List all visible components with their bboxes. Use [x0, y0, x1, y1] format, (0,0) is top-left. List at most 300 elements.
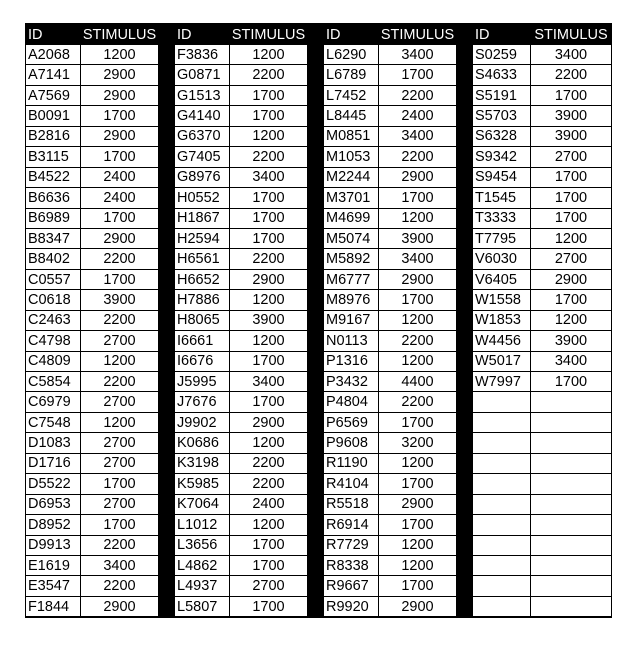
- id-cell[interactable]: A7569: [26, 86, 81, 106]
- table-row: [473, 536, 611, 556]
- stimulus-cell[interactable]: 2700: [81, 454, 158, 474]
- header-stimulus: STIMULUS: [379, 24, 456, 45]
- stimulus-cell[interactable]: 1200: [379, 454, 456, 474]
- stimulus-cell[interactable]: 3900: [531, 127, 611, 147]
- stimulus-cell[interactable]: 1700: [81, 209, 158, 229]
- stimulus-cell[interactable]: 1200: [379, 556, 456, 576]
- table-row: [175, 556, 307, 576]
- table-row: [26, 311, 158, 331]
- id-cell[interactable]: S0259: [473, 45, 531, 65]
- table-row: [473, 392, 611, 412]
- stimulus-cell[interactable]: 2400: [379, 106, 456, 126]
- stimulus-cell[interactable]: 2200: [531, 65, 611, 85]
- id-cell[interactable]: L6789: [324, 65, 379, 85]
- stimulus-cell[interactable]: 4400: [379, 372, 456, 392]
- table-row: [473, 515, 611, 535]
- id-cell[interactable]: L3656: [175, 536, 230, 556]
- stimulus-cell[interactable]: 2900: [230, 270, 307, 290]
- stimulus-cell[interactable]: 1200: [531, 229, 611, 249]
- stimulus-cell[interactable]: 1200: [531, 311, 611, 331]
- stimulus-cell[interactable]: 3400: [230, 372, 307, 392]
- stimulus-cell[interactable]: 1200: [230, 433, 307, 453]
- stimulus-cell[interactable]: 1700: [230, 229, 307, 249]
- id-cell[interactable]: M5074: [324, 229, 379, 249]
- id-cell[interactable]: [473, 556, 531, 576]
- table-row: [26, 495, 158, 515]
- stimulus-cell[interactable]: 2900: [81, 65, 158, 85]
- table-row: [175, 45, 307, 65]
- stimulus-cell[interactable]: 1700: [379, 474, 456, 494]
- table-row: [26, 86, 158, 106]
- table-row: [324, 495, 456, 515]
- table-row: [324, 372, 456, 392]
- stimulus-cell[interactable]: 1700: [531, 372, 611, 392]
- stimulus-cell[interactable]: 3900: [81, 290, 158, 310]
- table-row: [26, 515, 158, 535]
- table-row: [473, 168, 611, 188]
- id-cell[interactable]: B0091: [26, 106, 81, 126]
- stimulus-cell[interactable]: 3900: [531, 106, 611, 126]
- id-cell[interactable]: N0113: [324, 331, 379, 351]
- stimulus-cell[interactable]: 2200: [379, 86, 456, 106]
- id-cell[interactable]: I6661: [175, 331, 230, 351]
- table-row: [175, 290, 307, 310]
- table-row: [26, 413, 158, 433]
- id-cell[interactable]: B2816: [26, 127, 81, 147]
- id-cell[interactable]: D5522: [26, 474, 81, 494]
- stimulus-cell[interactable]: 1700: [531, 86, 611, 106]
- id-cell[interactable]: C4798: [26, 331, 81, 351]
- table-row: [324, 147, 456, 167]
- id-cell[interactable]: V6030: [473, 249, 531, 269]
- table-row: [175, 270, 307, 290]
- id-cell[interactable]: M3701: [324, 188, 379, 208]
- id-cell[interactable]: D9913: [26, 536, 81, 556]
- table-row: [324, 413, 456, 433]
- id-cell[interactable]: [473, 495, 531, 515]
- table-row: [175, 147, 307, 167]
- id-cell[interactable]: S9454: [473, 168, 531, 188]
- id-cell[interactable]: J7676: [175, 392, 230, 412]
- stimulus-cell[interactable]: 2200: [81, 249, 158, 269]
- stimulus-cell[interactable]: 3400: [531, 45, 611, 65]
- id-cell[interactable]: W5017: [473, 352, 531, 372]
- id-cell[interactable]: [473, 454, 531, 474]
- id-cell[interactable]: E3547: [26, 576, 81, 596]
- table-row: [473, 249, 611, 269]
- id-cell[interactable]: L6290: [324, 45, 379, 65]
- id-cell[interactable]: C2463: [26, 311, 81, 331]
- stimulus-cell[interactable]: 2200: [81, 311, 158, 331]
- stimulus-cell[interactable]: 2200: [230, 65, 307, 85]
- table-row: [324, 311, 456, 331]
- table-row: [175, 188, 307, 208]
- id-cell[interactable]: M4699: [324, 209, 379, 229]
- id-cell[interactable]: C4809: [26, 352, 81, 372]
- stimulus-cell[interactable]: 2700: [230, 576, 307, 596]
- stimulus-cell[interactable]: 1700: [230, 597, 307, 617]
- stimulus-cell[interactable]: 2700: [531, 147, 611, 167]
- stimulus-cell[interactable]: [531, 454, 611, 474]
- stimulus-cell[interactable]: [531, 392, 611, 412]
- id-cell[interactable]: G0871: [175, 65, 230, 85]
- stimulus-cell[interactable]: 2900: [379, 495, 456, 515]
- id-cell[interactable]: R1190: [324, 454, 379, 474]
- id-cell[interactable]: L7452: [324, 86, 379, 106]
- id-cell[interactable]: R9920: [324, 597, 379, 617]
- id-cell[interactable]: D1083: [26, 433, 81, 453]
- id-cell[interactable]: D8952: [26, 515, 81, 535]
- id-cell[interactable]: S5703: [473, 106, 531, 126]
- id-cell[interactable]: E1619: [26, 556, 81, 576]
- table-row: [473, 45, 611, 65]
- table-row: [473, 372, 611, 392]
- table-row: [175, 433, 307, 453]
- id-cell[interactable]: [473, 597, 531, 617]
- stimulus-cell[interactable]: 2400: [81, 168, 158, 188]
- id-cell[interactable]: [473, 576, 531, 596]
- table-row: [175, 474, 307, 494]
- stimulus-cell[interactable]: [531, 495, 611, 515]
- stimulus-cell[interactable]: 2900: [531, 270, 611, 290]
- id-cell[interactable]: W1558: [473, 290, 531, 310]
- id-cell[interactable]: S6328: [473, 127, 531, 147]
- stimulus-cell[interactable]: 2900: [230, 413, 307, 433]
- table-row: [26, 188, 158, 208]
- stimulus-cell[interactable]: 3400: [230, 168, 307, 188]
- id-cell[interactable]: L4937: [175, 576, 230, 596]
- stimulus-cell[interactable]: 2700: [81, 433, 158, 453]
- stimulus-cell[interactable]: 1700: [379, 65, 456, 85]
- table-row: [26, 290, 158, 310]
- id-cell[interactable]: G7405: [175, 147, 230, 167]
- table-row: [324, 556, 456, 576]
- id-cell[interactable]: D6953: [26, 495, 81, 515]
- stimulus-cell[interactable]: 2200: [379, 147, 456, 167]
- stimulus-cell[interactable]: 2700: [531, 249, 611, 269]
- stimulus-cell[interactable]: 1700: [379, 576, 456, 596]
- id-cell[interactable]: H6652: [175, 270, 230, 290]
- stimulus-table: [25, 23, 612, 618]
- table-row: [175, 311, 307, 331]
- stimulus-cell[interactable]: 3400: [81, 556, 158, 576]
- id-cell[interactable]: K0686: [175, 433, 230, 453]
- table-row: [175, 352, 307, 372]
- column-separator: [456, 24, 473, 617]
- stimulus-cell[interactable]: 1700: [81, 515, 158, 535]
- id-cell[interactable]: L1012: [175, 515, 230, 535]
- id-cell[interactable]: T3333: [473, 209, 531, 229]
- stimulus-cell[interactable]: 2200: [81, 372, 158, 392]
- stimulus-cell[interactable]: 1700: [230, 536, 307, 556]
- table-row: [473, 331, 611, 351]
- table-row: [26, 168, 158, 188]
- table-row: [175, 372, 307, 392]
- stimulus-cell[interactable]: 2900: [81, 229, 158, 249]
- header-row: [26, 24, 158, 45]
- id-cell[interactable]: G6370: [175, 127, 230, 147]
- stimulus-cell[interactable]: 1200: [81, 413, 158, 433]
- stimulus-cell[interactable]: 2900: [81, 127, 158, 147]
- stimulus-cell[interactable]: 1200: [379, 536, 456, 556]
- stimulus-cell[interactable]: 1200: [379, 209, 456, 229]
- stimulus-cell[interactable]: 1700: [379, 413, 456, 433]
- stimulus-cell[interactable]: 1700: [230, 392, 307, 412]
- stimulus-cell[interactable]: 3900: [531, 331, 611, 351]
- id-cell[interactable]: C6979: [26, 392, 81, 412]
- table-row: [175, 229, 307, 249]
- id-cell[interactable]: P1316: [324, 352, 379, 372]
- stimulus-cell[interactable]: 1700: [81, 147, 158, 167]
- id-cell[interactable]: R4104: [324, 474, 379, 494]
- id-cell[interactable]: M1053: [324, 147, 379, 167]
- stimulus-cell[interactable]: 1200: [230, 45, 307, 65]
- stimulus-cell[interactable]: 1700: [531, 209, 611, 229]
- column-group-3: [324, 24, 456, 617]
- stimulus-cell[interactable]: 2400: [81, 188, 158, 208]
- table-row: [473, 65, 611, 85]
- stimulus-cell[interactable]: 2200: [379, 392, 456, 412]
- stimulus-cell[interactable]: 3400: [379, 127, 456, 147]
- table-row: [26, 331, 158, 351]
- stimulus-cell[interactable]: 2200: [230, 454, 307, 474]
- id-cell[interactable]: D1716: [26, 454, 81, 474]
- table-row: [175, 209, 307, 229]
- id-cell[interactable]: [473, 392, 531, 412]
- id-cell[interactable]: H2594: [175, 229, 230, 249]
- stimulus-cell[interactable]: 2700: [81, 392, 158, 412]
- header-id: ID: [175, 24, 230, 45]
- table-row: [26, 209, 158, 229]
- table-row: [473, 474, 611, 494]
- stimulus-cell[interactable]: 2900: [81, 86, 158, 106]
- table-row: [324, 188, 456, 208]
- id-cell[interactable]: C5854: [26, 372, 81, 392]
- stimulus-cell[interactable]: 1200: [230, 290, 307, 310]
- stimulus-cell[interactable]: 3900: [230, 311, 307, 331]
- table-row: [473, 106, 611, 126]
- stimulus-cell[interactable]: 2200: [230, 474, 307, 494]
- id-cell[interactable]: C7548: [26, 413, 81, 433]
- stimulus-cell[interactable]: 1700: [230, 556, 307, 576]
- stimulus-cell[interactable]: [531, 515, 611, 535]
- id-cell[interactable]: B8402: [26, 249, 81, 269]
- table-row: [175, 597, 307, 617]
- stimulus-cell[interactable]: 1700: [379, 515, 456, 535]
- id-cell[interactable]: T7795: [473, 229, 531, 249]
- id-cell[interactable]: B4522: [26, 168, 81, 188]
- stimulus-cell[interactable]: 1700: [81, 270, 158, 290]
- id-cell[interactable]: C0618: [26, 290, 81, 310]
- id-cell[interactable]: A7141: [26, 65, 81, 85]
- id-cell[interactable]: [473, 474, 531, 494]
- table-row: [175, 454, 307, 474]
- stimulus-cell[interactable]: 2200: [379, 331, 456, 351]
- id-cell[interactable]: J5995: [175, 372, 230, 392]
- header-stimulus: STIMULUS: [230, 24, 307, 45]
- stimulus-cell[interactable]: 2200: [81, 576, 158, 596]
- id-cell[interactable]: K5985: [175, 474, 230, 494]
- id-cell[interactable]: A2068: [26, 45, 81, 65]
- table-row: [324, 65, 456, 85]
- id-cell[interactable]: B8347: [26, 229, 81, 249]
- header-row: [473, 24, 611, 45]
- stimulus-cell[interactable]: 1700: [230, 352, 307, 372]
- id-cell[interactable]: L8445: [324, 106, 379, 126]
- column-group-4: [473, 24, 611, 617]
- stimulus-cell[interactable]: 2700: [81, 495, 158, 515]
- table-row: [473, 127, 611, 147]
- stimulus-cell[interactable]: 2700: [81, 331, 158, 351]
- stimulus-cell[interactable]: 3400: [379, 45, 456, 65]
- stimulus-cell[interactable]: [531, 576, 611, 596]
- id-cell[interactable]: B6989: [26, 209, 81, 229]
- table-row: [26, 392, 158, 412]
- id-cell[interactable]: L5807: [175, 597, 230, 617]
- table-row: [324, 576, 456, 596]
- id-cell[interactable]: L4862: [175, 556, 230, 576]
- id-cell[interactable]: H0552: [175, 188, 230, 208]
- stimulus-cell[interactable]: 1200: [230, 331, 307, 351]
- table-row: [175, 86, 307, 106]
- table-row: [324, 45, 456, 65]
- stimulus-cell[interactable]: 2400: [230, 495, 307, 515]
- id-cell[interactable]: S4633: [473, 65, 531, 85]
- id-cell[interactable]: [473, 433, 531, 453]
- stimulus-cell[interactable]: 3400: [531, 352, 611, 372]
- stimulus-cell[interactable]: 1700: [379, 188, 456, 208]
- stimulus-cell[interactable]: [531, 597, 611, 617]
- stimulus-cell[interactable]: 1200: [230, 127, 307, 147]
- id-cell[interactable]: P9608: [324, 433, 379, 453]
- id-cell[interactable]: F1844: [26, 597, 81, 617]
- stimulus-cell[interactable]: 1700: [230, 106, 307, 126]
- table-row: [26, 556, 158, 576]
- stimulus-cell[interactable]: 1700: [531, 290, 611, 310]
- stimulus-cell[interactable]: 2900: [81, 597, 158, 617]
- stimulus-cell[interactable]: 2900: [379, 270, 456, 290]
- stimulus-cell[interactable]: 1200: [81, 45, 158, 65]
- id-cell[interactable]: H1867: [175, 209, 230, 229]
- table-row: [324, 597, 456, 617]
- stimulus-cell[interactable]: 3200: [379, 433, 456, 453]
- stimulus-cell[interactable]: 1200: [81, 352, 158, 372]
- id-cell[interactable]: G8976: [175, 168, 230, 188]
- table-row: [324, 229, 456, 249]
- table-row: [324, 127, 456, 147]
- table-row: [324, 536, 456, 556]
- stimulus-cell[interactable]: [531, 413, 611, 433]
- table-row: [175, 515, 307, 535]
- id-cell[interactable]: M0851: [324, 127, 379, 147]
- id-cell[interactable]: P6569: [324, 413, 379, 433]
- stimulus-cell[interactable]: 1700: [230, 188, 307, 208]
- table-row: [324, 392, 456, 412]
- id-cell[interactable]: S9342: [473, 147, 531, 167]
- stimulus-cell[interactable]: 2200: [81, 536, 158, 556]
- id-cell[interactable]: W7997: [473, 372, 531, 392]
- stimulus-cell[interactable]: [531, 474, 611, 494]
- stimulus-cell[interactable]: 1700: [230, 209, 307, 229]
- stimulus-cell[interactable]: 2200: [230, 147, 307, 167]
- table-row: [175, 168, 307, 188]
- id-cell[interactable]: T1545: [473, 188, 531, 208]
- stimulus-cell[interactable]: 1700: [230, 86, 307, 106]
- stimulus-cell[interactable]: 1200: [230, 515, 307, 535]
- id-cell[interactable]: H7886: [175, 290, 230, 310]
- table-row: [26, 433, 158, 453]
- id-cell[interactable]: R9667: [324, 576, 379, 596]
- id-cell[interactable]: F3836: [175, 45, 230, 65]
- id-cell[interactable]: G4140: [175, 106, 230, 126]
- id-cell[interactable]: R5518: [324, 495, 379, 515]
- header-row: [175, 24, 307, 45]
- stimulus-cell[interactable]: [531, 433, 611, 453]
- table-row: [473, 86, 611, 106]
- id-cell[interactable]: I6676: [175, 352, 230, 372]
- id-cell[interactable]: M8976: [324, 290, 379, 310]
- id-cell[interactable]: J9902: [175, 413, 230, 433]
- id-cell[interactable]: G1513: [175, 86, 230, 106]
- id-cell[interactable]: W1853: [473, 311, 531, 331]
- id-cell[interactable]: H6561: [175, 249, 230, 269]
- id-cell[interactable]: H8065: [175, 311, 230, 331]
- id-cell[interactable]: [473, 413, 531, 433]
- header-stimulus: STIMULUS: [531, 24, 611, 45]
- stimulus-cell[interactable]: 2200: [230, 249, 307, 269]
- id-cell[interactable]: M6777: [324, 270, 379, 290]
- id-cell[interactable]: M5892: [324, 249, 379, 269]
- id-cell[interactable]: C0557: [26, 270, 81, 290]
- id-cell[interactable]: M9167: [324, 311, 379, 331]
- table-row: [324, 352, 456, 372]
- table-row: [324, 474, 456, 494]
- id-cell[interactable]: R8338: [324, 556, 379, 576]
- stimulus-cell[interactable]: 3900: [379, 229, 456, 249]
- id-cell[interactable]: B6636: [26, 188, 81, 208]
- id-cell[interactable]: S5191: [473, 86, 531, 106]
- id-cell[interactable]: B3115: [26, 147, 81, 167]
- id-cell[interactable]: R7729: [324, 536, 379, 556]
- id-cell[interactable]: [473, 536, 531, 556]
- column-separator: [158, 24, 175, 617]
- stimulus-cell[interactable]: 1700: [81, 474, 158, 494]
- id-cell[interactable]: R6914: [324, 515, 379, 535]
- stimulus-cell[interactable]: 1700: [531, 168, 611, 188]
- table-row: [175, 536, 307, 556]
- stimulus-cell[interactable]: [531, 556, 611, 576]
- id-cell[interactable]: P3432: [324, 372, 379, 392]
- stimulus-cell[interactable]: 2900: [379, 168, 456, 188]
- stimulus-cell[interactable]: 1700: [531, 188, 611, 208]
- id-cell[interactable]: K7064: [175, 495, 230, 515]
- id-cell[interactable]: W4456: [473, 331, 531, 351]
- stimulus-cell[interactable]: 1200: [379, 352, 456, 372]
- stimulus-cell[interactable]: 1700: [379, 290, 456, 310]
- id-cell[interactable]: M2244: [324, 168, 379, 188]
- id-cell[interactable]: V6405: [473, 270, 531, 290]
- id-cell[interactable]: [473, 515, 531, 535]
- id-cell[interactable]: K3198: [175, 454, 230, 474]
- id-cell[interactable]: P4804: [324, 392, 379, 412]
- table-row: [175, 576, 307, 596]
- stimulus-cell[interactable]: 3400: [379, 249, 456, 269]
- stimulus-cell[interactable]: 1700: [81, 106, 158, 126]
- table-row: [324, 86, 456, 106]
- stimulus-cell[interactable]: [531, 536, 611, 556]
- stimulus-cell[interactable]: 2900: [379, 597, 456, 617]
- stimulus-cell[interactable]: 1200: [379, 311, 456, 331]
